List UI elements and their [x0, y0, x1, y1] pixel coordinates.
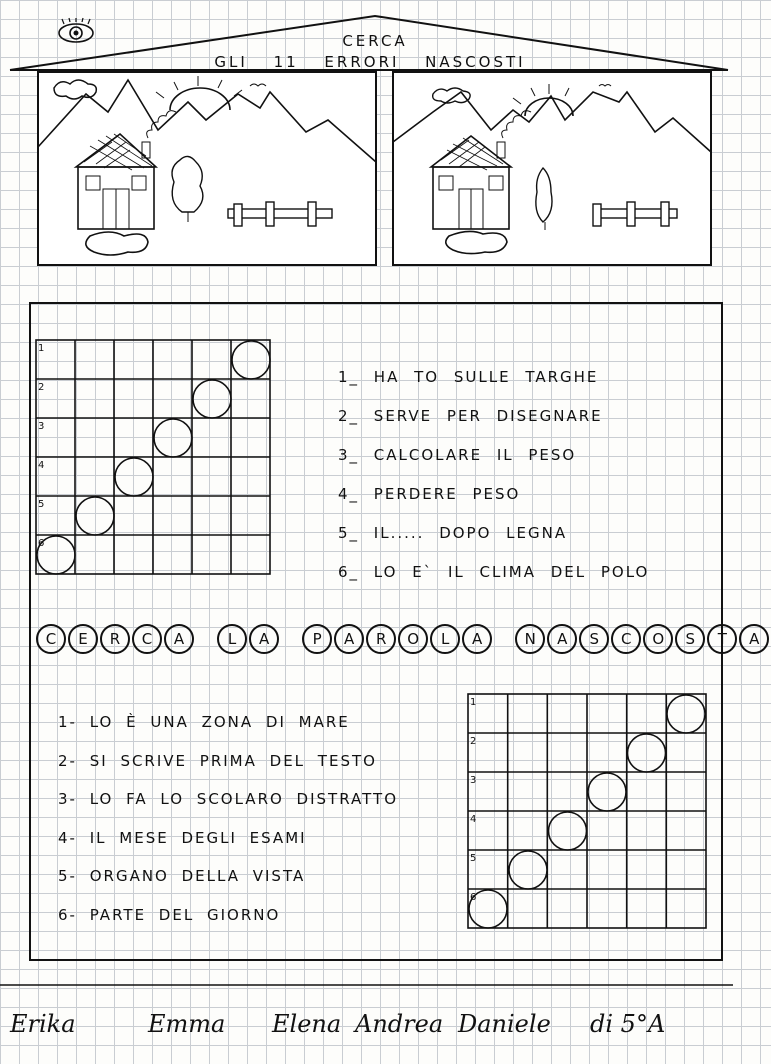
banner-letter: S: [675, 624, 705, 654]
banner-letter: O: [643, 624, 673, 654]
banner-letter: O: [398, 624, 428, 654]
signatures: [10, 1010, 725, 1050]
banner-letter: E: [68, 624, 98, 654]
banner-letter: T: [707, 624, 737, 654]
banner-letter: C: [611, 624, 641, 654]
banner-letter: R: [100, 624, 130, 654]
puzzle2-grid: [468, 694, 708, 929]
page-title-line2: GLI 11 ERRORI NASCOSTI: [214, 53, 526, 71]
clue-item: 5_ IL..... DOPO LEGNA: [338, 524, 568, 542]
clue-item: 2_ SERVE PER DISEGNARE: [338, 407, 603, 425]
clue-item: 4- IL MESE DEGLI ESAMI: [58, 828, 307, 847]
banner-word: [302, 629, 494, 648]
row-number: 4: [38, 460, 45, 471]
banner-letter: R: [366, 624, 396, 654]
banner-letter: N: [515, 624, 545, 654]
signature-name: Daniele: [458, 1010, 551, 1038]
banner-letter: L: [430, 624, 460, 654]
puzzle2-row-numbers: [470, 696, 476, 930]
banner-word: [515, 629, 771, 648]
row-number: 1: [470, 697, 477, 708]
row-number: 3: [38, 421, 45, 432]
banner-word: [36, 629, 196, 648]
banner-letter: L: [217, 624, 247, 654]
clue-item: 5- ORGANO DELLA VISTA: [58, 867, 306, 885]
row-number: 4: [470, 814, 477, 825]
banner-letter: C: [132, 624, 162, 654]
signature-name: Erika: [10, 1010, 76, 1038]
banner-letter: A: [249, 624, 279, 654]
row-number: 1: [38, 343, 45, 354]
row-number: 3: [470, 775, 477, 786]
clue-item: 6- PARTE DEL GIORNO: [58, 905, 281, 924]
signature-name: Andrea: [355, 1010, 444, 1038]
page-title-line1: CERCA: [342, 32, 408, 50]
banner-letter: A: [462, 624, 492, 654]
banner-letter: C: [36, 624, 66, 654]
banner-letter: S: [579, 624, 609, 654]
puzzle1-row-numbers: [38, 342, 44, 576]
clue-item: 2- SI SCRIVE PRIMA DEL TESTO: [58, 751, 377, 770]
clue-item: 4_ PERDERE PESO: [338, 485, 521, 503]
banner-letter: A: [739, 624, 769, 654]
puzzle1-grid: [36, 340, 276, 575]
banner-letter: P: [302, 624, 332, 654]
banner-letter: A: [334, 624, 364, 654]
puzzle2-clues: [58, 713, 398, 944]
signature-name: Emma: [148, 1010, 226, 1038]
row-number: 5: [470, 853, 477, 864]
row-number: 6: [470, 892, 477, 903]
signature-name: Elena: [272, 1010, 342, 1038]
clue-item: 3_ CALCOLARE IL PESO: [338, 446, 577, 464]
clue-item: 3- LO FA LO SCOLARO DISTRATTO: [58, 790, 398, 808]
row-number: 6: [38, 538, 45, 549]
signature-name: di 5°A: [590, 1010, 666, 1038]
signature-rule: [0, 975, 733, 995]
row-number: 5: [38, 499, 45, 510]
clue-item: 6_ LO E` IL CLIMA DEL POLO: [338, 563, 650, 581]
banner-title: [36, 624, 760, 654]
banner-word: [217, 629, 281, 648]
clue-item: 1- LO È UNA ZONA DI MARE: [58, 713, 350, 731]
row-number: 2: [470, 736, 477, 747]
row-number: 2: [38, 382, 45, 393]
banner-letter: A: [164, 624, 194, 654]
banner-letter: A: [547, 624, 577, 654]
clue-item: 1_ HA TO SULLE TARGHE: [338, 368, 599, 386]
puzzle1-clues: [338, 368, 649, 602]
